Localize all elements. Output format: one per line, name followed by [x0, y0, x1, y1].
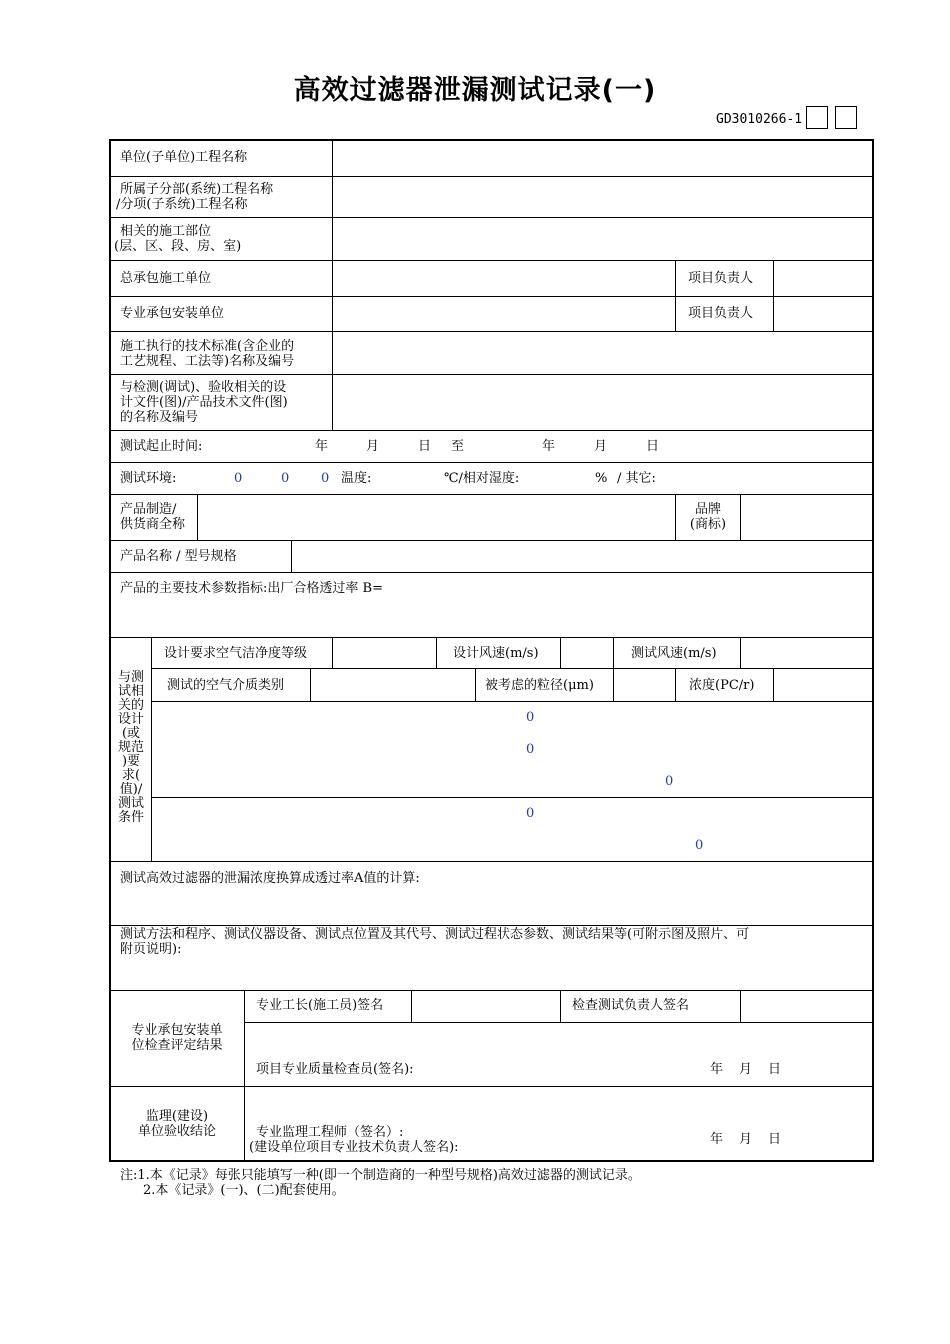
month-4: 月: [739, 1132, 753, 1147]
condition-value: 0: [526, 806, 535, 821]
project-manager-label-2: 项目负责人: [688, 306, 754, 321]
form-code: GD3010266-1: [716, 112, 803, 127]
supervision-label-2: 单位验收结论: [137, 1124, 216, 1139]
code-box-2[interactable]: [835, 106, 857, 129]
location-label-1: 相关的施工部位: [120, 224, 212, 239]
row-line: [110, 1086, 873, 1087]
year-2: 年: [542, 439, 556, 454]
note-1: 注:1.本《记录》每张只能填写一种(即一个制造商的一种型号规格)高效过滤器的测试记录。: [120, 1168, 641, 1183]
row-line: [110, 217, 873, 218]
env-label: 测试环境:: [120, 471, 177, 486]
to-label: 至: [451, 439, 465, 454]
side-label-line: 规范: [117, 740, 144, 755]
foreman-sign-label: 专业工长(施工员)签名: [256, 998, 384, 1013]
month-3: 月: [739, 1062, 753, 1077]
general-contractor-label: 总承包施工单位: [120, 271, 212, 286]
row-line: [110, 331, 873, 332]
tech-standard-label-1: 施工执行的技术标准(含企业的: [120, 339, 295, 354]
row-line: [151, 701, 873, 702]
row-line: [110, 572, 873, 573]
humidity-label: ℃/相对湿度:: [444, 471, 520, 486]
note-2: 2.本《记录》(一)、(二)配套使用。: [143, 1183, 345, 1198]
calc-label: 测试高效过滤器的泄漏浓度换算成透过率A值的计算:: [120, 871, 420, 886]
row-line: [110, 260, 873, 261]
side-label-line: 测试: [117, 796, 144, 811]
qc-sign-label: 项目专业质量检查员(签名):: [256, 1062, 414, 1077]
supervisor-sign-label-1: 专业监理工程师（签名）:: [256, 1125, 404, 1140]
method-label-2: 附页说明):: [120, 942, 182, 957]
side-label-line: 设计: [117, 712, 144, 727]
day-2: 日: [646, 439, 660, 454]
col-line: [310, 668, 311, 701]
code-box-1[interactable]: [806, 106, 828, 129]
side-label-line: 关的: [117, 698, 144, 713]
year-1: 年: [315, 439, 329, 454]
temperature-label: 温度:: [341, 471, 372, 486]
col-line: [675, 668, 676, 701]
col-line: [675, 260, 676, 331]
col-line: [332, 140, 333, 430]
test-time-label: 测试起止时间:: [120, 439, 203, 454]
col-line: [675, 494, 676, 540]
contractor-check-label-2: 位检查评定结果: [131, 1038, 223, 1053]
row-line: [110, 494, 873, 495]
method-label-1: 测试方法和程序、测试仪器设备、测试点位置及其代号、测试过程状态参数、测试结果等(可附示图及照片、可: [120, 927, 750, 942]
env-value-2: 0: [281, 471, 290, 486]
supervisor-sign-label-2: (建设单位项目专业技术负责人签名):: [249, 1140, 459, 1155]
year-3: 年: [710, 1062, 724, 1077]
month-1: 月: [366, 439, 380, 454]
condition-value: 0: [665, 774, 674, 789]
sub-project-label-2: /分项(子系统)工程名称: [116, 197, 248, 212]
design-docs-label-2: 计文件(图)/产品技术文件(图): [120, 395, 288, 410]
test-lead-sign-label: 检查测试负责人签名: [572, 998, 690, 1013]
row-line: [110, 540, 873, 541]
design-docs-label-3: 的名称及编号: [120, 410, 199, 425]
test-speed-label: 测试风速(m/s): [631, 646, 717, 661]
col-line: [560, 637, 561, 668]
concentration-label: 浓度(PC/r): [689, 678, 755, 693]
side-label-line: 试相: [117, 684, 144, 699]
col-line: [740, 637, 741, 668]
side-label-line: 值)/: [119, 782, 143, 797]
env-value-3: 0: [321, 471, 330, 486]
side-label-line: (或: [121, 726, 141, 741]
condition-value: 0: [695, 838, 704, 853]
year-4: 年: [710, 1132, 724, 1147]
row-line: [110, 462, 873, 463]
row-line: [110, 637, 873, 638]
row-line: [151, 668, 873, 669]
row-line: [110, 430, 873, 431]
row-line: [110, 296, 873, 297]
product-name-label: 产品名称 / 型号规格: [120, 549, 237, 564]
unit-project-name-label: 单位(子单位)工程名称: [120, 150, 248, 165]
col-line: [411, 990, 412, 1022]
contractor-check-label-1: 专业承包安装单: [131, 1023, 223, 1038]
row-line: [110, 861, 873, 862]
particle-size-label: 被考虑的粒径(μm): [485, 678, 594, 693]
percent-sign: %: [595, 471, 608, 486]
brand-label-2: (商标): [689, 517, 727, 532]
col-line: [197, 494, 198, 540]
design-speed-label: 设计风速(m/s): [453, 646, 539, 661]
cleanliness-label: 设计要求空气洁净度等级: [164, 646, 308, 661]
day-3: 日: [768, 1062, 782, 1077]
manufacturer-label-1: 产品制造/: [120, 502, 177, 517]
month-2: 月: [594, 439, 608, 454]
tech-standard-label-2: 工艺规程、工法等)名称及编号: [120, 354, 295, 369]
row-line: [110, 925, 873, 926]
col-line: [151, 637, 152, 861]
row-line: [110, 990, 873, 991]
row-line: [110, 374, 873, 375]
col-line: [740, 990, 741, 1022]
col-line: [475, 668, 476, 701]
test-conditions-side-label: [112, 671, 150, 825]
side-label-line: 与测: [117, 670, 144, 685]
location-label-2: (层、区、段、房、室): [114, 239, 242, 254]
day-1: 日: [418, 439, 432, 454]
col-line: [560, 990, 561, 1022]
air-medium-label: 测试的空气介质类别: [167, 678, 285, 693]
supervision-label-1: 监理(建设): [145, 1109, 209, 1124]
page-title: 高效过滤器泄漏测试记录(一): [293, 75, 657, 106]
manufacturer-label-2: 供货商全称: [120, 517, 186, 532]
condition-value: 0: [526, 710, 535, 725]
side-label-line: )要: [121, 754, 141, 769]
col-line: [773, 260, 774, 331]
col-line: [291, 540, 292, 572]
sub-contractor-label: 专业承包安装单位: [120, 306, 225, 321]
side-label-line: 求(: [121, 768, 141, 783]
row-line: [110, 176, 873, 177]
project-manager-label: 项目负责人: [688, 271, 754, 286]
col-line: [613, 668, 614, 701]
col-line: [740, 494, 741, 540]
row-line: [244, 1022, 873, 1023]
sub-project-label-1: 所属子分部(系统)工程名称: [120, 182, 274, 197]
condition-value: 0: [526, 742, 535, 757]
env-value-1: 0: [234, 471, 243, 486]
day-4: 日: [768, 1132, 782, 1147]
col-line: [332, 637, 333, 668]
main-params-label: 产品的主要技术参数指标:出厂合格透过率 B=: [120, 581, 383, 596]
brand-label-1: 品牌: [694, 502, 721, 517]
side-label-line: 条件: [117, 810, 144, 825]
other-label: / 其它:: [617, 471, 656, 486]
col-line: [436, 637, 437, 668]
col-line: [244, 990, 245, 1161]
row-line: [151, 797, 873, 798]
col-line: [773, 668, 774, 701]
design-docs-label-1: 与检测(调试)、验收相关的设: [120, 380, 287, 395]
col-line: [613, 637, 614, 668]
